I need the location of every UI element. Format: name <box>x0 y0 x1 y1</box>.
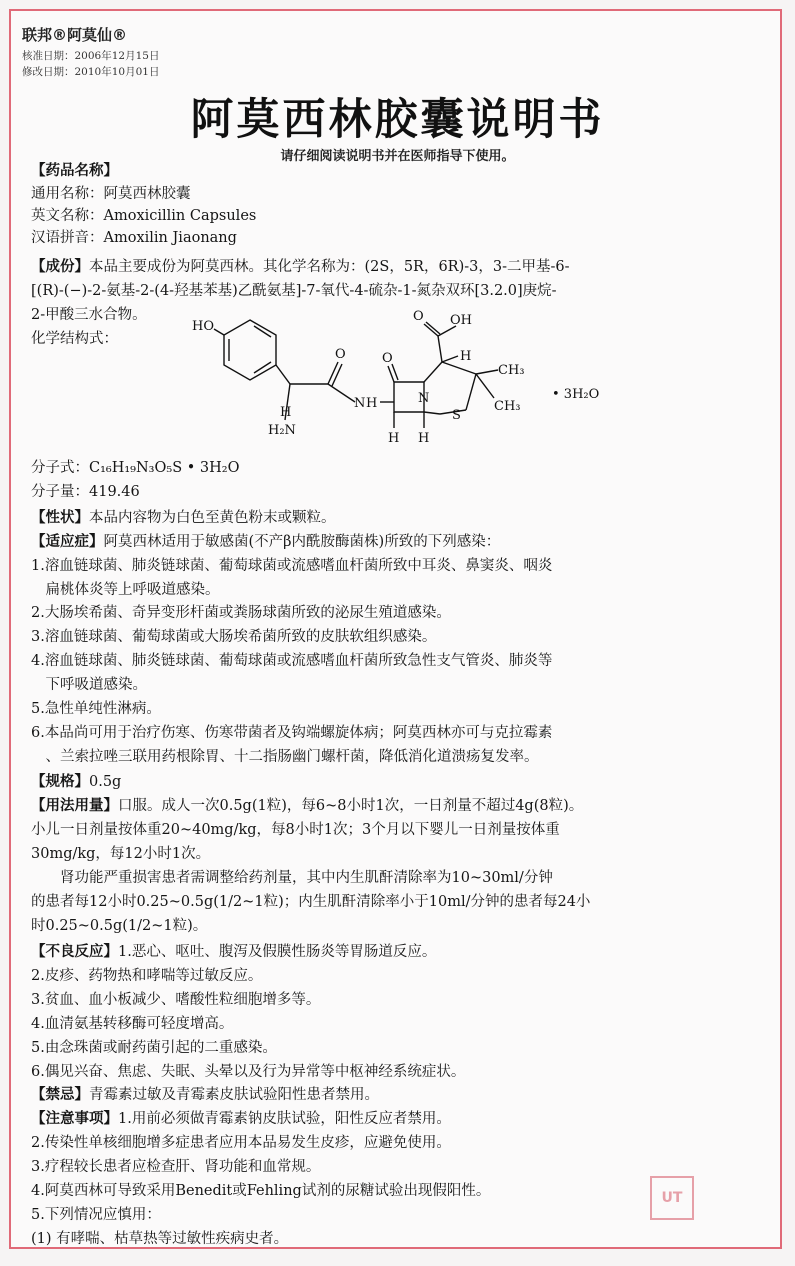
label-o-lactam: O <box>382 351 393 366</box>
label-h3: H <box>460 349 472 364</box>
section-text: 肾功能严重损害患者需调整给药剂量，其中内生肌酐清除率为10~30ml/分钟 <box>31 870 553 886</box>
label-h2n: H₂N <box>268 423 296 438</box>
document-title: 阿莫西林胶囊说明书 <box>190 95 605 145</box>
section-text: 本品内容物为白色至黄色粉末或颗粒。 <box>89 510 336 526</box>
section-header: 【不良反应】 <box>31 943 118 960</box>
revision-date: 修改日期：2010年10月01日 <box>22 66 160 78</box>
section-header: 【成份】 <box>31 258 89 275</box>
section-text: 1.用前必须做青霉素钠皮肤试验，阳性反应者禁用。 <box>118 1111 451 1127</box>
section-text: 化学结构式： <box>31 331 118 347</box>
section-header: 【性状】 <box>31 509 89 526</box>
leaflet-line <box>31 206 771 226</box>
section-text: 4.血清氨基转移酶可轻度增高。 <box>31 1016 234 1032</box>
label-ho: HO <box>192 319 214 334</box>
section-text: 的患者每12小时0.25~0.5g(1/2~1粒)；内生肌酐清除率小于10ml/分钟的患者每24小 <box>31 894 591 910</box>
leaflet-line <box>31 651 771 671</box>
section-text: 本品主要成份为阿莫西林。其化学名称为：(2S，5R，6R)-3，3-二甲基-6- <box>89 259 570 275</box>
leaflet-line <box>31 281 771 301</box>
leaflet-line <box>31 532 771 552</box>
section-text: 分子量：419.46 <box>31 484 140 500</box>
leaflet-line <box>31 747 771 767</box>
leaflet-line <box>31 228 771 248</box>
leaflet-line <box>31 868 771 888</box>
leaflet-line <box>31 844 771 864</box>
leaflet-line <box>31 1038 771 1058</box>
section-text: 英文名称：Amoxicillin Capsules <box>31 208 257 224</box>
leaflet-line <box>31 892 771 912</box>
section-text: 3.溶血链球菌、葡萄球菌或大肠埃希菌所致的皮肤软组织感染。 <box>31 629 437 645</box>
section-header: 【药品名称】 <box>31 162 118 179</box>
section-text: 2.传染性单核细胞增多症患者应用本品易发生皮疹，应避免使用。 <box>31 1135 451 1151</box>
section-text: 分子式：C₁₆H₁₉N₃O₅S • 3H₂O <box>31 460 240 476</box>
label-o-carboxyl: O <box>413 309 424 324</box>
section-header: 【规格】 <box>31 773 89 790</box>
section-header: 【禁忌】 <box>31 1086 89 1103</box>
section-text: 5.由念珠菌或耐药菌引起的二重感染。 <box>31 1040 277 1056</box>
section-text: 1.恶心、呕吐、腹泻及假膜性肠炎等胃肠道反应。 <box>118 944 437 960</box>
section-text: 6.本品尚可用于治疗伤寒、伤寒带菌者及钩端螺旋体病；阿莫西林亦可与克拉霉素 <box>31 725 553 741</box>
label-s: S <box>452 408 461 423</box>
leaflet-line <box>31 556 771 576</box>
section-header: 【注意事项】 <box>31 1110 118 1127</box>
leaflet-line <box>31 916 771 936</box>
leaflet-line <box>31 990 771 1010</box>
leaflet-line <box>31 772 771 792</box>
label-h1: H <box>388 431 400 446</box>
leaflet-line <box>31 184 771 204</box>
section-text: 2.皮疹、药物热和哮喘等过敏反应。 <box>31 968 263 984</box>
section-text: 2.大肠埃希菌、奇异变形杆菌或粪肠球菌所致的泌尿生殖道感染。 <box>31 605 451 621</box>
leaflet-line <box>31 942 771 962</box>
section-text: 小儿一日剂量按体重20~40mg/kg，每8小时1次；3个月以下婴儿一日剂量按体重 <box>31 822 560 838</box>
section-text: [(R)-(−)-2-氨基-2-(4-羟基苯基)乙酰氨基]-7-氧代-4-硫杂-1-氮杂双环[3.2.0]庚烷- <box>31 283 557 299</box>
label-h-alpha: H <box>280 405 292 420</box>
leaflet-line <box>31 603 771 623</box>
section-text: 3.贫血、血小板减少、嗜酸性粒细胞增多等。 <box>31 992 321 1008</box>
label-h2: H <box>418 431 430 446</box>
section-text: 扁桃体炎等上呼吸道感染。 <box>31 582 220 598</box>
leaflet-line <box>31 1157 771 1177</box>
label-ch3b: CH₃ <box>494 399 521 414</box>
section-text: 6.偶见兴奋、焦虑、失眠、头晕以及行为异常等中枢神经系统症状。 <box>31 1064 466 1080</box>
section-header: 【适应症】 <box>31 533 104 550</box>
chemical-structure <box>180 302 650 452</box>
section-text: 、兰索拉唑三联用药根除胃、十二指肠幽门螺杆菌，降低消化道溃疡复发率。 <box>31 749 539 765</box>
section-text: 30mg/kg，每12小时1次。 <box>31 846 211 862</box>
label-oh: OH <box>450 313 472 328</box>
leaflet-line <box>31 161 771 181</box>
section-text: 时0.25~0.5g(1/2~1粒)。 <box>31 918 208 934</box>
section-text: 5.急性单纯性淋病。 <box>31 701 161 717</box>
leaflet-line <box>31 1014 771 1034</box>
leaflet-line <box>31 966 771 986</box>
label-ch3a: CH₃ <box>498 363 525 378</box>
brand-name: 联邦®阿莫仙® <box>22 26 128 44</box>
leaflet-line <box>31 508 771 528</box>
leaflet-line <box>31 1133 771 1153</box>
section-text: 1.溶血链球菌、肺炎链球菌、葡萄球菌或流感嗜血杆菌所致中耳炎、鼻窦炎、咽炎 <box>31 558 553 574</box>
section-text: 汉语拼音：Amoxilin Jiaonang <box>31 230 237 246</box>
faded-stamp: UT <box>650 1176 694 1220</box>
leaflet-line <box>31 723 771 743</box>
leaflet-line <box>31 675 771 695</box>
section-text: 0.5g <box>89 774 122 790</box>
section-text: 青霉素过敏及青霉素皮肤试验阳性患者禁用。 <box>89 1087 379 1103</box>
section-header: 【用法用量】 <box>31 797 118 814</box>
label-water: • 3H₂O <box>552 387 600 402</box>
section-text: 5.下列情况应慎用： <box>31 1207 161 1223</box>
leaflet-line <box>31 699 771 719</box>
leaflet-line <box>31 1085 771 1105</box>
label-o-amide: O <box>335 347 346 362</box>
leaflet-line <box>31 1109 771 1129</box>
section-text: 4.阿莫西林可导致采用Benedit或Fehling试剂的尿糖试验出现假阳性。 <box>31 1183 491 1199</box>
leaflet-line <box>31 257 771 277</box>
section-text: 通用名称：阿莫西林胶囊 <box>31 186 191 202</box>
label-nh: N <box>354 396 366 411</box>
leaflet-line <box>31 820 771 840</box>
label-h: H <box>366 396 378 411</box>
leaflet-line <box>31 796 771 816</box>
document-subtitle: 请仔细阅读说明书并在医师指导下使用。 <box>280 149 515 164</box>
section-text: 3.疗程较长患者应检查肝、肾功能和血常规。 <box>31 1159 321 1175</box>
approval-date: 核准日期：2006年12月15日 <box>22 50 160 62</box>
section-text: (1) 有哮喘、枯草热等过敏性疾病史者。 <box>31 1231 289 1247</box>
leaflet-line <box>31 1062 771 1082</box>
leaflet-line <box>31 1229 771 1249</box>
section-text: 4.溶血链球菌、肺炎链球菌、葡萄球菌或流感嗜血杆菌所致急性支气管炎、肺炎等 <box>31 653 553 669</box>
leaflet-line <box>31 627 771 647</box>
section-text: 口服。成人一次0.5g(1粒)，每6~8小时1次，一日剂量不超过4g(8粒)。 <box>118 798 584 814</box>
leaflet-line <box>31 580 771 600</box>
section-text: 阿莫西林适用于敏感菌(不产β内酰胺酶菌株)所致的下列感染： <box>103 534 501 550</box>
section-text: 2-甲酸三水合物。 <box>31 307 147 323</box>
leaflet-line <box>31 482 771 502</box>
section-text: 下呼吸道感染。 <box>31 677 147 693</box>
leaflet-line <box>31 458 771 478</box>
label-n: N <box>418 391 430 406</box>
